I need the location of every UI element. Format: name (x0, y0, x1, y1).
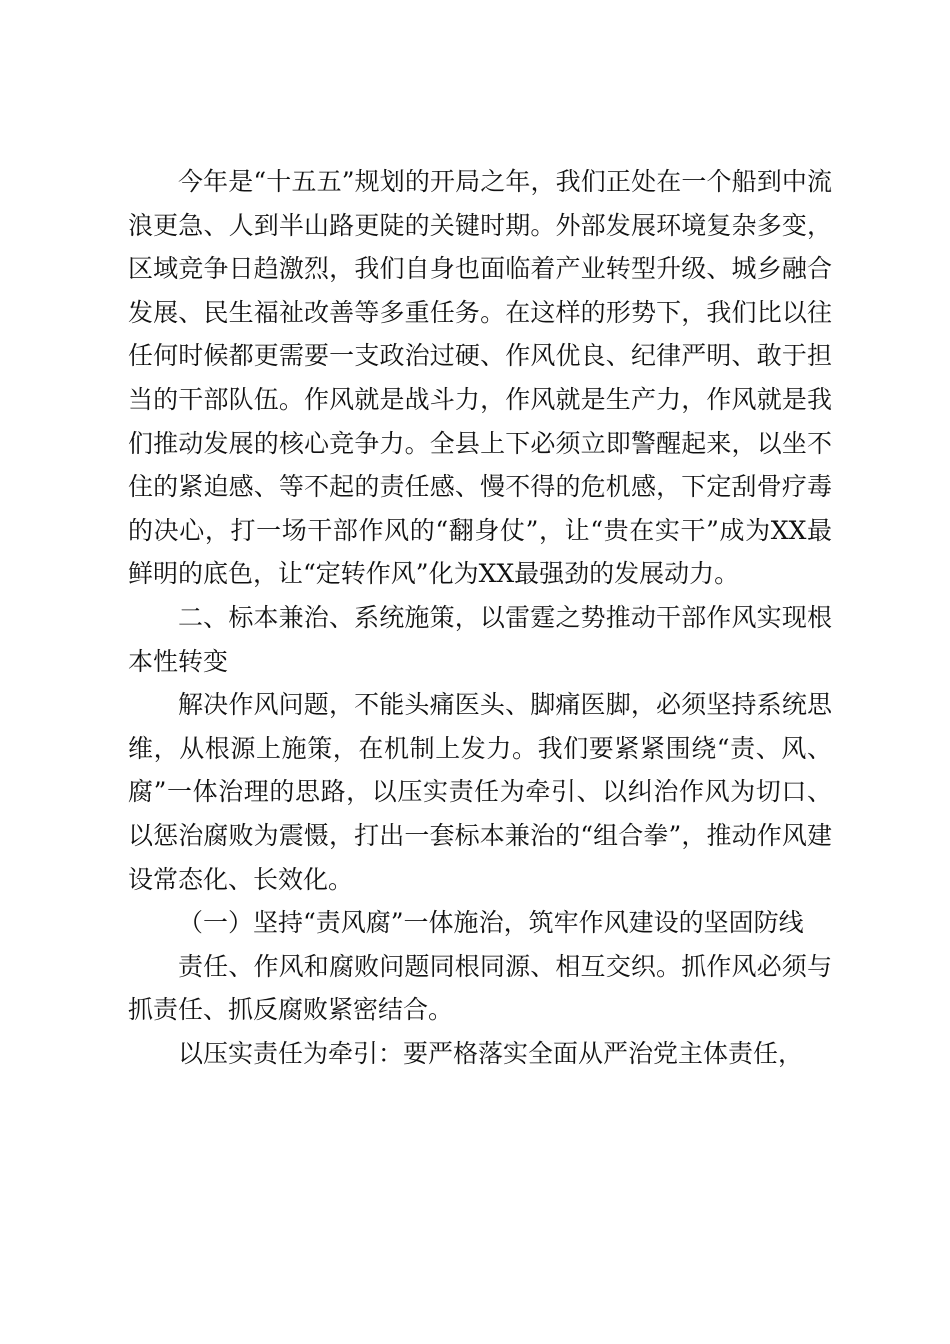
paragraph-responsibility-style: 责任、作风和腐败问题同根同源、相互交织。抓作风必须与抓责任、抓反腐败紧密结合。 (128, 951, 832, 1025)
paragraph-system-approach: 解决作风问题，不能头痛医头、脚痛医脚，必须坚持系统思维，从根源上施策，在机制上发力。我们要紧紧围绕“责、风、腐”一体治理的思路，以压实责任为牵引、以纠治作风为切口、以惩治腐败为震慑，打出一套标本兼治的“组合拳”，推动作风建设常态化、长效化。 (128, 690, 832, 894)
section-heading-two: 二、标本兼治、系统施策，以雷霆之势推动干部作风实现根本性转变 (128, 602, 832, 676)
paragraph-situation: 今年是“十五五”规划的开局之年，我们正处在一个船到中流浪更急、人到半山路更陡的关键时期。外部发展环境复杂多变，区域竞争日趋激烈，我们自身也面临着产业转型升级、城乡融合发展、民生福祉改善等多重任务。在这样的形势下，我们比以往任何时候都更需要一支政治过硬、作风优良、纪律严明、敢于担当的干部队伍。作风就是战斗力，作风就是生产力，作风就是我们推动发展的核心竞争力。全县上下必须立即警醒起来，以坐不住的紧迫感、等不起的责任感、慢不得的危机感，下定刮骨疗毒的决心，打一场干部作风的“翻身仗”，让“贵在实干”成为XX最鲜明的底色，让“定转作风”化为XX最强劲的发展动力。 (128, 167, 832, 589)
paragraph-responsibility-lead: 以压实责任为牵引：要严格落实全面从严治党主体责任， (178, 1038, 804, 1068)
document-page (128, 160, 832, 1075)
subsection-heading-one: （一）坚持“责风腐”一体施治，筑牢作风建设的坚固防线 (178, 908, 804, 938)
